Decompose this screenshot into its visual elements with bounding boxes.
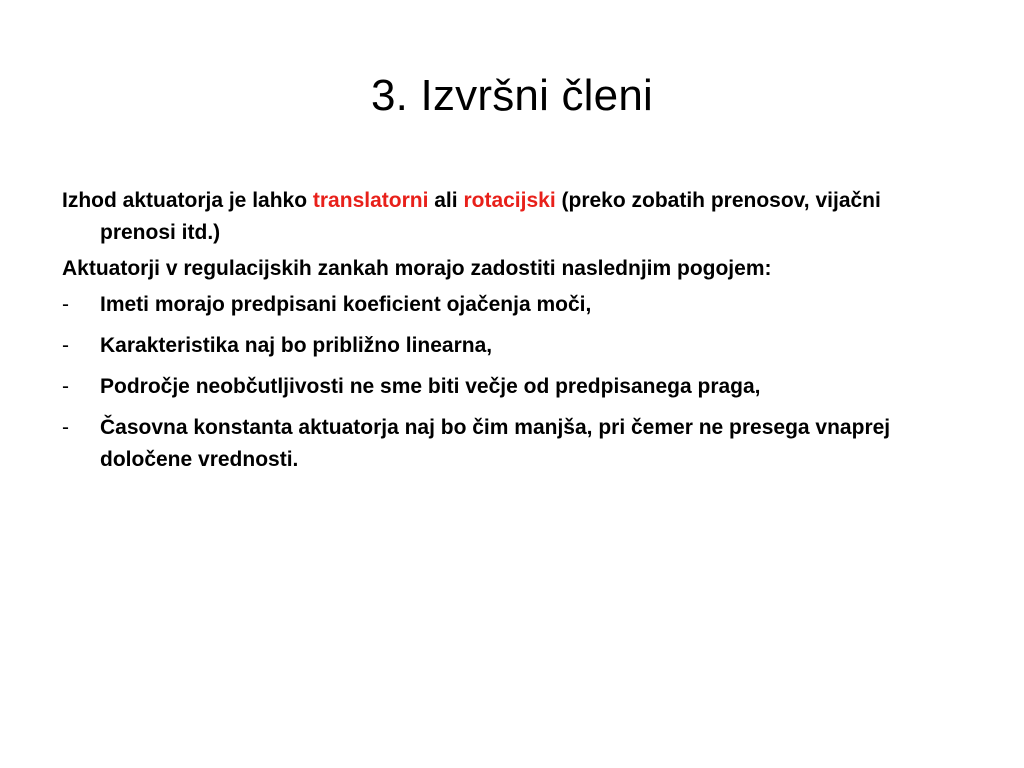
bullet-text: Karakteristika naj bo približno linearna, bbox=[100, 334, 493, 357]
slide-title: 3. Izvršni členi bbox=[371, 71, 653, 120]
bullet-item bbox=[62, 371, 962, 403]
bullet-text: Časovna konstanta aktuatorja naj bo čim manjša, pri čemer ne presega vnaprej določene vrednosti. bbox=[100, 416, 891, 471]
highlight-translatorni: translatorni bbox=[312, 189, 429, 212]
bullet-dash: - bbox=[62, 416, 69, 439]
slide-body bbox=[62, 185, 962, 485]
intro-paragraph bbox=[62, 185, 962, 249]
conditions-statement: Aktuatorji v regulacijskih zankah morajo zadostiti naslednjim pogojem: bbox=[62, 257, 772, 280]
bullet-dash: - bbox=[62, 293, 69, 316]
highlight-rotacijski: rotacijski bbox=[463, 189, 556, 212]
bullet-item bbox=[62, 412, 962, 476]
bullet-dash: - bbox=[62, 375, 69, 398]
intro-text-3: (preko zobatih prenosov, vijačni prenosi itd.) bbox=[100, 189, 881, 244]
bullet-text: Imeti morajo predpisani koeficient ojačenja moči, bbox=[100, 293, 592, 316]
intro-text-1: Izhod aktuatorja je lahko bbox=[62, 189, 313, 212]
bullet-item bbox=[62, 289, 962, 321]
bullet-item bbox=[62, 330, 962, 362]
bullet-text: Področje neobčutljivosti ne sme biti večje od predpisanega praga, bbox=[100, 375, 761, 398]
intro-text-2: ali bbox=[428, 189, 464, 212]
bullet-dash: - bbox=[62, 334, 69, 357]
